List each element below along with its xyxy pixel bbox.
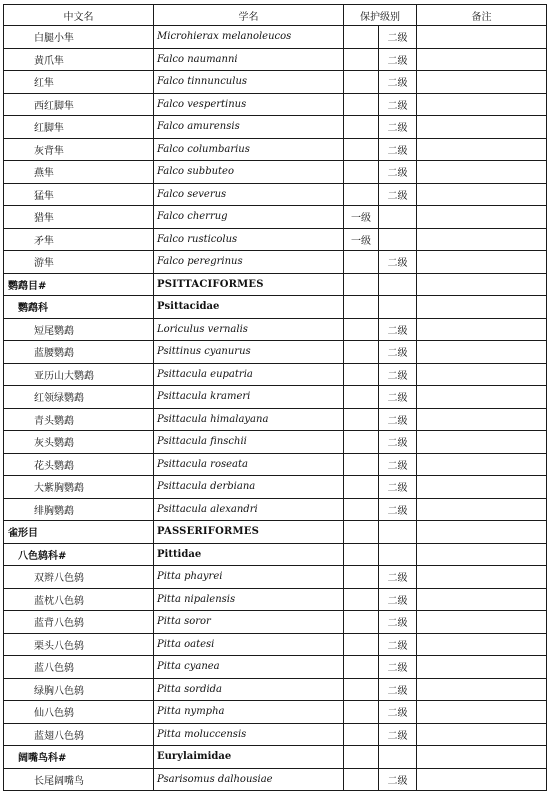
chinese-name-cell: 短尾鹦鹉: [4, 318, 154, 341]
protection-level-2-cell: 二级: [379, 386, 417, 409]
scientific-name-cell: Psittacula roseata: [154, 453, 344, 476]
protection-level-1-cell: [344, 318, 379, 341]
table-row: [4, 341, 547, 364]
protection-level-1-cell: [344, 723, 379, 746]
chinese-name-cell: 大紫胸鹦鹉: [4, 476, 154, 499]
protection-level-1-cell: [344, 588, 379, 611]
order-row: [4, 273, 547, 296]
remarks-cell: [417, 588, 547, 611]
scientific-name-cell: Falco naumanni: [154, 48, 344, 71]
scientific-name-cell: Pitta sordida: [154, 678, 344, 701]
chinese-name-cell: 红脚隼: [4, 116, 154, 139]
remarks-cell: [417, 768, 547, 791]
table-row: [4, 71, 547, 94]
protection-level-2-cell: 二级: [379, 341, 417, 364]
protection-level-2-cell: 二级: [379, 71, 417, 94]
remarks-cell: [417, 746, 547, 769]
remarks-cell: [417, 48, 547, 71]
protection-level-2-cell: 二级: [379, 48, 417, 71]
protection-level-1-cell: [344, 341, 379, 364]
family-row: [4, 746, 547, 769]
chinese-name-cell: 灰背隼: [4, 138, 154, 161]
table-row: [4, 93, 547, 116]
protection-level-2-cell: 二级: [379, 116, 417, 139]
scientific-name-cell: Psittacula alexandri: [154, 498, 344, 521]
scientific-name-cell: Psittacula derbiana: [154, 476, 344, 499]
protection-level-1-cell: [344, 363, 379, 386]
protection-level-1-cell: [344, 251, 379, 274]
remarks-cell: [417, 138, 547, 161]
remarks-cell: [417, 161, 547, 184]
remarks-cell: [417, 116, 547, 139]
table-row: [4, 363, 547, 386]
chinese-name-cell: 西红脚隼: [4, 93, 154, 116]
family-row: [4, 543, 547, 566]
remarks-cell: [417, 611, 547, 634]
protection-level-1-cell: [344, 768, 379, 791]
remarks-cell: [417, 228, 547, 251]
scientific-name-cell: Psittacula krameri: [154, 386, 344, 409]
chinese-name-cell: 矛隼: [4, 228, 154, 251]
remarks-cell: [417, 453, 547, 476]
remarks-cell: [417, 656, 547, 679]
table-row: [4, 138, 547, 161]
protection-level-2-cell: [379, 206, 417, 229]
protection-level-2-cell: 二级: [379, 363, 417, 386]
protection-level-1-cell: [344, 678, 379, 701]
protection-level-1-cell: [344, 296, 379, 319]
remarks-cell: [417, 476, 547, 499]
header-chinese-name: 中文名: [4, 5, 154, 26]
table-row: [4, 678, 547, 701]
remarks-cell: [417, 296, 547, 319]
scientific-name-cell: Microhierax melanoleucos: [154, 26, 344, 49]
protection-level-1-cell: [344, 566, 379, 589]
order-scientific-name-cell: PSITTACIFORMES: [154, 273, 344, 296]
protection-level-2-cell: 二级: [379, 431, 417, 454]
order-row: [4, 521, 547, 544]
chinese-name-cell: 蓝腰鹦鹉: [4, 341, 154, 364]
scientific-name-cell: Falco rusticolus: [154, 228, 344, 251]
chinese-name-cell: 猛隼: [4, 183, 154, 206]
family-chinese-name-cell: 鹦鹉科: [4, 296, 154, 319]
order-chinese-name-cell: 鹦鹉目#: [4, 273, 154, 296]
table-row: [4, 566, 547, 589]
scientific-name-cell: Psittacula finschii: [154, 431, 344, 454]
remarks-cell: [417, 93, 547, 116]
table-row: [4, 656, 547, 679]
protection-level-2-cell: [379, 521, 417, 544]
scientific-name-cell: Loriculus vernalis: [154, 318, 344, 341]
remarks-cell: [417, 431, 547, 454]
order-chinese-name-cell: 雀形目: [4, 521, 154, 544]
protection-level-1-cell: [344, 498, 379, 521]
protection-level-1-cell: [344, 48, 379, 71]
family-row: [4, 296, 547, 319]
protection-level-1-cell: [344, 453, 379, 476]
remarks-cell: [417, 318, 547, 341]
header-scientific-name: 学名: [154, 5, 344, 26]
chinese-name-cell: 栗头八色鸫: [4, 633, 154, 656]
chinese-name-cell: 燕隼: [4, 161, 154, 184]
scientific-name-cell: Pitta moluccensis: [154, 723, 344, 746]
protection-level-2-cell: 二级: [379, 678, 417, 701]
remarks-cell: [417, 701, 547, 724]
protection-level-1-cell: [344, 431, 379, 454]
protection-level-1-cell: [344, 93, 379, 116]
protection-level-1-cell: [344, 26, 379, 49]
remarks-cell: [417, 723, 547, 746]
remarks-cell: [417, 566, 547, 589]
scientific-name-cell: Falco columbarius: [154, 138, 344, 161]
table-row: [4, 183, 547, 206]
remarks-cell: [417, 633, 547, 656]
protection-level-2-cell: 二级: [379, 768, 417, 791]
family-chinese-name-cell: 阔嘴鸟科#: [4, 746, 154, 769]
scientific-name-cell: Pitta phayrei: [154, 566, 344, 589]
protection-level-2-cell: 二级: [379, 93, 417, 116]
protection-level-1-cell: [344, 543, 379, 566]
scientific-name-cell: Falco severus: [154, 183, 344, 206]
chinese-name-cell: 蓝枕八色鸫: [4, 588, 154, 611]
chinese-name-cell: 猎隼: [4, 206, 154, 229]
protection-level-2-cell: 二级: [379, 318, 417, 341]
protection-level-2-cell: 二级: [379, 476, 417, 499]
remarks-cell: [417, 363, 547, 386]
table-row: [4, 161, 547, 184]
table-row: [4, 453, 547, 476]
chinese-name-cell: 绿胸八色鸫: [4, 678, 154, 701]
table-row: [4, 116, 547, 139]
scientific-name-cell: Falco subbuteo: [154, 161, 344, 184]
protection-level-2-cell: 二级: [379, 161, 417, 184]
protection-level-1-cell: [344, 656, 379, 679]
scientific-name-cell: Falco peregrinus: [154, 251, 344, 274]
table-row: [4, 633, 547, 656]
table-row: [4, 431, 547, 454]
protection-level-2-cell: 二级: [379, 633, 417, 656]
chinese-name-cell: 蓝背八色鸫: [4, 611, 154, 634]
table-row: [4, 206, 547, 229]
protected-species-table: [3, 4, 547, 791]
protection-level-2-cell: 二级: [379, 611, 417, 634]
protection-level-2-cell: 二级: [379, 26, 417, 49]
protection-level-2-cell: [379, 228, 417, 251]
remarks-cell: [417, 498, 547, 521]
protection-level-2-cell: 二级: [379, 588, 417, 611]
protection-level-2-cell: 二级: [379, 183, 417, 206]
table-row: [4, 768, 547, 791]
remarks-cell: [417, 251, 547, 274]
chinese-name-cell: 蓝翅八色鸫: [4, 723, 154, 746]
remarks-cell: [417, 206, 547, 229]
family-chinese-name-cell: 八色鸫科#: [4, 543, 154, 566]
table-row: [4, 386, 547, 409]
protection-level-1-cell: [344, 386, 379, 409]
chinese-name-cell: 亚历山大鹦鹉: [4, 363, 154, 386]
remarks-cell: [417, 71, 547, 94]
remarks-cell: [417, 678, 547, 701]
scientific-name-cell: Pitta soror: [154, 611, 344, 634]
remarks-cell: [417, 386, 547, 409]
protection-level-2-cell: [379, 296, 417, 319]
table-row: [4, 26, 547, 49]
family-scientific-name-cell: Eurylaimidae: [154, 746, 344, 769]
chinese-name-cell: 游隼: [4, 251, 154, 274]
table-row: [4, 228, 547, 251]
table-row: [4, 476, 547, 499]
table-row: [4, 701, 547, 724]
remarks-cell: [417, 183, 547, 206]
protection-level-2-cell: 二级: [379, 138, 417, 161]
remarks-cell: [417, 341, 547, 364]
chinese-name-cell: 黄爪隼: [4, 48, 154, 71]
protection-level-1-cell: [344, 521, 379, 544]
protection-level-1-cell: [344, 408, 379, 431]
scientific-name-cell: Psittacula himalayana: [154, 408, 344, 431]
protection-level-1-cell: [344, 161, 379, 184]
remarks-cell: [417, 26, 547, 49]
scientific-name-cell: Pitta oatesi: [154, 633, 344, 656]
protection-level-1-cell: [344, 273, 379, 296]
chinese-name-cell: 双辫八色鸫: [4, 566, 154, 589]
chinese-name-cell: 蓝八色鸫: [4, 656, 154, 679]
protection-level-1-cell: [344, 611, 379, 634]
protection-level-1-cell: [344, 476, 379, 499]
scientific-name-cell: Psarisomus dalhousiae: [154, 768, 344, 791]
protection-level-1-cell: [344, 71, 379, 94]
chinese-name-cell: 长尾阔嘴鸟: [4, 768, 154, 791]
chinese-name-cell: 花头鹦鹉: [4, 453, 154, 476]
protection-level-2-cell: [379, 746, 417, 769]
table-row: [4, 498, 547, 521]
protection-level-1-cell: [344, 183, 379, 206]
remarks-cell: [417, 408, 547, 431]
table-body: [4, 26, 547, 791]
protection-level-2-cell: 二级: [379, 566, 417, 589]
table-row: [4, 318, 547, 341]
remarks-cell: [417, 521, 547, 544]
table-row: [4, 588, 547, 611]
protection-level-2-cell: [379, 543, 417, 566]
family-scientific-name-cell: Pittidae: [154, 543, 344, 566]
protection-level-2-cell: 二级: [379, 701, 417, 724]
scientific-name-cell: Pitta nipalensis: [154, 588, 344, 611]
protection-level-2-cell: 二级: [379, 251, 417, 274]
header-protection-level: 保护级别: [344, 5, 417, 26]
scientific-name-cell: Falco cherrug: [154, 206, 344, 229]
chinese-name-cell: 灰头鹦鹉: [4, 431, 154, 454]
table-row: [4, 611, 547, 634]
scientific-name-cell: Falco tinnunculus: [154, 71, 344, 94]
family-scientific-name-cell: Psittacidae: [154, 296, 344, 319]
chinese-name-cell: 青头鹦鹉: [4, 408, 154, 431]
protection-level-2-cell: [379, 273, 417, 296]
protection-level-2-cell: 二级: [379, 723, 417, 746]
protection-level-2-cell: 二级: [379, 498, 417, 521]
table-row: [4, 48, 547, 71]
protection-level-1-cell: 一级: [344, 228, 379, 251]
scientific-name-cell: Falco amurensis: [154, 116, 344, 139]
protection-level-1-cell: [344, 701, 379, 724]
table-row: [4, 251, 547, 274]
chinese-name-cell: 红隼: [4, 71, 154, 94]
order-scientific-name-cell: PASSERIFORMES: [154, 521, 344, 544]
protection-level-2-cell: 二级: [379, 453, 417, 476]
protection-level-1-cell: [344, 746, 379, 769]
protection-level-1-cell: [344, 138, 379, 161]
scientific-name-cell: Psittinus cyanurus: [154, 341, 344, 364]
protection-level-1-cell: 一级: [344, 206, 379, 229]
remarks-cell: [417, 543, 547, 566]
document-page: [3, 4, 546, 791]
protection-level-1-cell: [344, 633, 379, 656]
chinese-name-cell: 红领绿鹦鹉: [4, 386, 154, 409]
scientific-name-cell: Pitta cyanea: [154, 656, 344, 679]
header-remarks: 备注: [417, 5, 547, 26]
protection-level-2-cell: 二级: [379, 656, 417, 679]
chinese-name-cell: 白腿小隼: [4, 26, 154, 49]
table-row: [4, 723, 547, 746]
protection-level-1-cell: [344, 116, 379, 139]
scientific-name-cell: Pitta nympha: [154, 701, 344, 724]
scientific-name-cell: Falco vespertinus: [154, 93, 344, 116]
table-header-row: [4, 5, 547, 26]
chinese-name-cell: 仙八色鸫: [4, 701, 154, 724]
table-row: [4, 408, 547, 431]
scientific-name-cell: Psittacula eupatria: [154, 363, 344, 386]
chinese-name-cell: 绯胸鹦鹉: [4, 498, 154, 521]
protection-level-2-cell: 二级: [379, 408, 417, 431]
remarks-cell: [417, 273, 547, 296]
